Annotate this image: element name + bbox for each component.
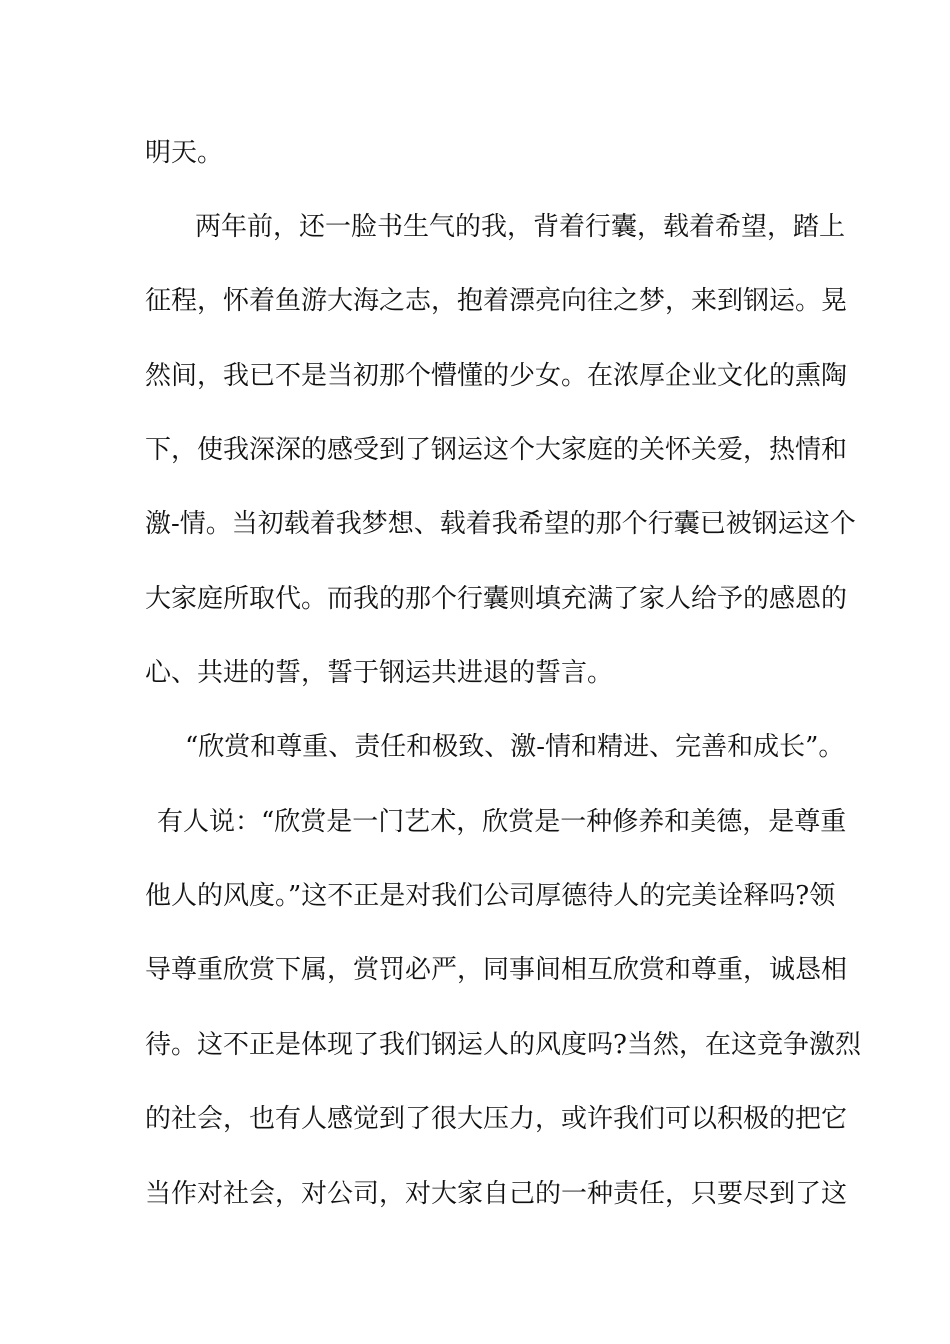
- text-line-3: 征程，怀着鱼游大海之志，抱着漂亮向往之梦，来到钢运。晃: [145, 286, 848, 316]
- text-line-15: 当作对社会，对公司，对大家自己的一种责任，只要尽到了这: [145, 1179, 848, 1209]
- text-line-6: 激-情。当初载着我梦想、载着我希望的那个行囊已被钢运这个: [145, 509, 856, 539]
- text-line-4: 然间，我已不是当初那个懵懂的少女。在浓厚企业文化的熏陶: [145, 361, 848, 391]
- text-line-7: 大家庭所取代。而我的那个行囊则填充满了家人给予的感恩的: [145, 584, 848, 614]
- text-line-12: 导尊重欣赏下属，赏罚必严，同事间相互欣赏和尊重，诚恳相: [145, 955, 848, 985]
- text-line-11: 他人的风度。”这不正是对我们公司厚德待人的完美诠释吗?领: [145, 881, 836, 911]
- text-line-1: 明天。: [145, 138, 224, 168]
- text-line-8: 心、共进的誓，誓于钢运共进退的誓言。: [145, 658, 614, 688]
- text-line-2: 两年前，还一脸书生气的我，背着行囊，载着希望，踏上: [195, 212, 846, 242]
- text-line-13: 待。这不正是体现了我们钢运人的风度吗?当然，在这竞争激烈: [145, 1030, 861, 1060]
- text-line-9: “欣赏和尊重、责任和极致、激-情和精进、完善和成长”。: [185, 732, 845, 762]
- text-line-10: 有人说：“欣赏是一门艺术，欣赏是一种修养和美德，是尊重: [157, 807, 847, 837]
- text-line-14: 的社会，也有人感觉到了很大压力，或许我们可以积极的把它: [145, 1104, 848, 1134]
- text-line-5: 下，使我深深的感受到了钢运这个大家庭的关怀关爱，热情和: [145, 435, 848, 465]
